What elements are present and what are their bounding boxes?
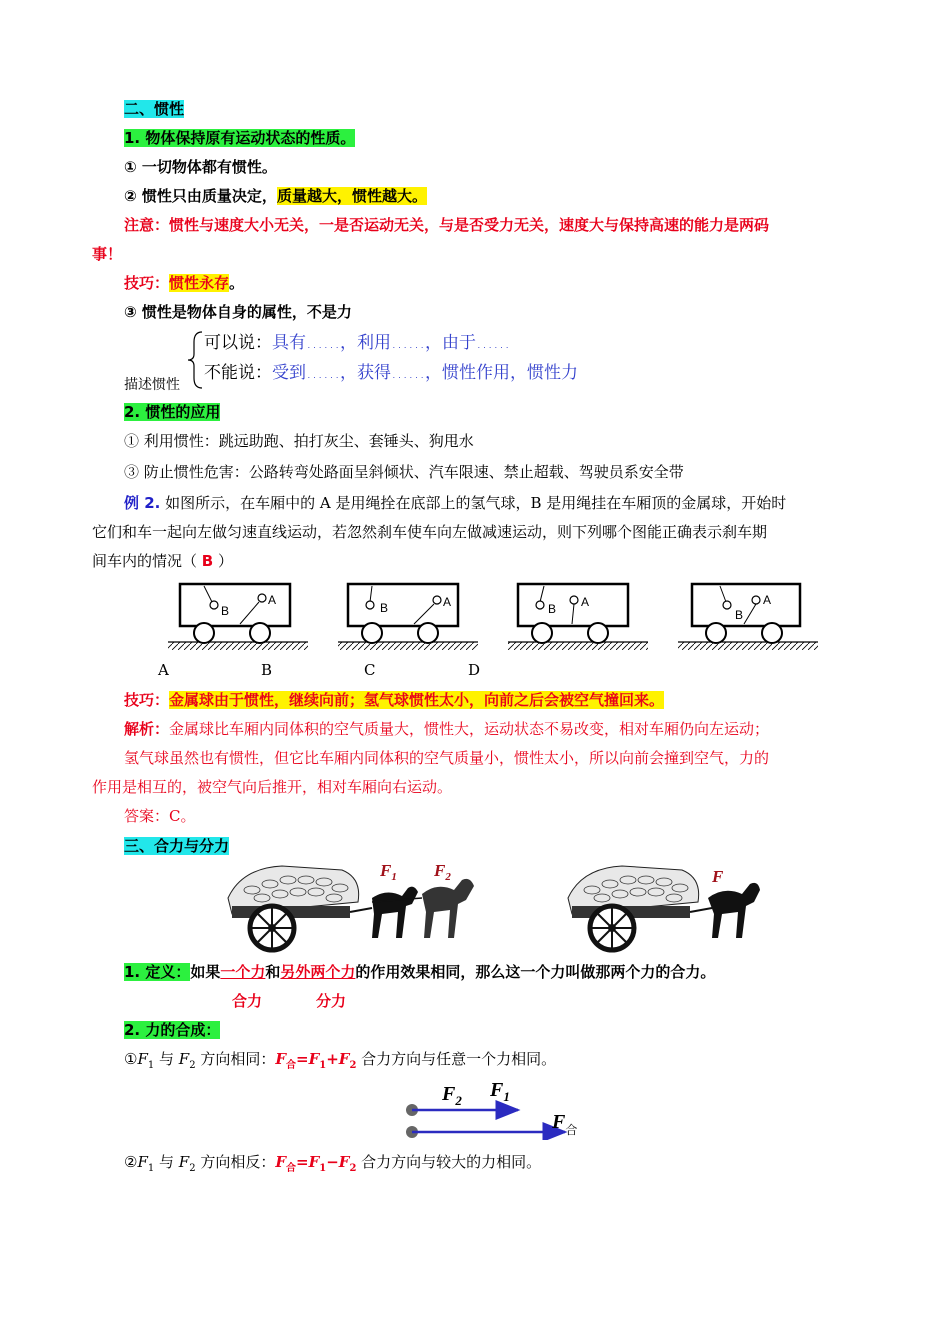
force-f2-label: $F_2$ xyxy=(434,861,451,883)
cannot-say-label: 不能说： xyxy=(204,363,272,383)
same-direction-line: $①F_1$ 与 $F_2$ 方向相同：$F_合=F_1+F_2$ 合力方向与任意一个力相同。 xyxy=(124,1050,557,1071)
point-2-text: ② 惯性只由质量决定， xyxy=(124,187,277,205)
arrow-resultant-label: $F_合$ xyxy=(552,1111,578,1137)
note-line-2: 事！ xyxy=(92,245,123,263)
arrow-f2-label: $F_2$ xyxy=(442,1083,462,1108)
svg-text:B: B xyxy=(548,602,557,616)
example-text-3: 间车内的情况（ xyxy=(92,552,198,570)
cart-option-b xyxy=(338,584,478,650)
composition-title xyxy=(124,1019,220,1041)
example-label: 例 2. xyxy=(124,494,161,512)
definition-text-b: 和 xyxy=(265,963,281,981)
inertia-definition xyxy=(124,127,355,149)
option-label-c: C xyxy=(364,661,376,679)
svg-text:A: A xyxy=(268,593,277,607)
example-text-3-end: ） xyxy=(218,552,234,570)
definition-text-a: 如果 xyxy=(190,963,221,981)
inertia-point-1: ① 一切物体都有惯性。 xyxy=(124,158,277,176)
cart-option-d xyxy=(678,584,818,650)
inertia-point-2 xyxy=(124,185,427,207)
example-answer: B xyxy=(201,552,214,570)
example-line-1 xyxy=(124,492,786,514)
example-text-1: 如图所示，在车厢中的 A 是用绳拴在底部上的氢气球，B 是用绳挂在车厢顶的金属球，开始时 xyxy=(160,494,787,512)
cart-diagrams xyxy=(160,578,820,654)
force-f-label: F xyxy=(712,867,724,886)
horse-cart-illustrations xyxy=(222,858,762,954)
tip-line xyxy=(124,272,244,294)
section-title-text: 二、惯性 xyxy=(124,100,185,118)
svg-text:B: B xyxy=(735,608,744,622)
example-line-3 xyxy=(92,550,233,572)
definition-two-forces: 另外两个力 xyxy=(280,963,356,981)
brace-icon xyxy=(186,330,206,390)
svg-text:B: B xyxy=(221,604,230,618)
example-line-2: 它们和车一起向左做匀速直线运动，若忽然刹车使车向左做减速运动，则下列哪个图能正确表示刹车期 xyxy=(92,523,768,541)
option-label-a: A xyxy=(158,661,169,679)
tip2-line xyxy=(124,689,664,711)
option-label-d: D xyxy=(468,661,481,679)
definition-text: 1. 物体保持原有运动状态的性质。 xyxy=(124,129,356,147)
svg-text:B: B xyxy=(380,601,389,615)
note-line-1: 注意：惯性与速度大小无关，一是否运动无关，与是否受力无关，速度大与保持高速的能力是两码 xyxy=(124,216,770,234)
svg-text:A: A xyxy=(443,595,452,609)
force-definition-line xyxy=(124,961,715,983)
arrow-f1-label: $F_1$ xyxy=(490,1079,510,1104)
tip2-label: 技巧： xyxy=(124,691,170,709)
option-label-b: B xyxy=(261,661,273,679)
tip-text: 惯性永存 xyxy=(169,274,230,292)
tip-end: 。 xyxy=(229,274,245,292)
cannot-say-line xyxy=(204,362,578,384)
svg-text:A: A xyxy=(763,593,772,607)
analysis-text-1: 金属球比车厢内同体积的空气质量大，惯性大，运动状态不易改变，相对车厢仍向左运动； xyxy=(169,720,770,738)
force-arrow-diagram xyxy=(400,1076,600,1140)
describe-inertia-label: 描述惯性 xyxy=(124,377,180,393)
definition-label: 1. 定义： xyxy=(124,963,191,981)
cart-option-c xyxy=(508,584,648,650)
analysis-line-2: 氢气球虽然也有惯性，但它比车厢内同体积的空气质量小，惯性太小，所以向前会撞到空气，力的 xyxy=(124,749,770,767)
application-title-text: 2. 惯性的应用 xyxy=(124,403,221,421)
point-2-highlight: 质量越大，惯性越大。 xyxy=(276,187,427,205)
prevent-inertia-line: ③ 防止惯性危害：公路转弯处路面呈斜倾状、汽车限速、禁止超载、驾驶员系安全带 xyxy=(124,463,684,481)
cart-option-a xyxy=(168,584,308,650)
component-force-label: 分力 xyxy=(316,992,347,1010)
can-say-text: 具有……，利用……，由于…… xyxy=(272,333,510,353)
section-title-inertia xyxy=(124,98,184,120)
tip-label: 技巧： xyxy=(124,274,170,292)
tip2-text: 金属球由于惯性，继续向前；氢气球惯性太小，向前之后会被空气撞回来。 xyxy=(169,691,665,709)
analysis-line-3: 作用是相互的，被空气向后推开，相对车厢向右运动。 xyxy=(92,778,453,796)
analysis-label: 解析： xyxy=(124,720,170,738)
definition-text-c: 的作用效果相同，那么这一个力叫做那两个力的合力。 xyxy=(355,963,716,981)
can-say-line xyxy=(204,332,510,354)
opposite-direction-line: $②F_1$ 与 $F_2$ 方向相反：$F_合=F_1-F_2$ 合力方向与较大的力相同。 xyxy=(124,1153,542,1174)
composition-title-text: 2. 力的合成： xyxy=(124,1021,221,1039)
force-f1-label: $F_1$ xyxy=(380,861,397,883)
section-3-title-text: 三、合力与分力 xyxy=(124,837,230,855)
definition-one-force: 一个力 xyxy=(220,963,266,981)
cart-one-horse xyxy=(568,866,760,950)
analysis-line-1 xyxy=(124,718,769,740)
resultant-force-label: 合力 xyxy=(232,992,263,1010)
use-inertia-line: ① 利用惯性：跳远助跑、拍打灰尘、套锤头、狗甩水 xyxy=(124,432,474,450)
cannot-say-text: 受到……，获得……，惯性作用，惯性力 xyxy=(272,363,578,383)
answer-line: 答案：C。 xyxy=(124,807,196,825)
svg-text:A: A xyxy=(581,595,590,609)
application-title xyxy=(124,401,220,423)
section-title-force xyxy=(124,835,229,857)
can-say-label: 可以说： xyxy=(204,333,272,353)
inertia-point-3: ③ 惯性是物体自身的属性，不是力 xyxy=(124,303,352,321)
